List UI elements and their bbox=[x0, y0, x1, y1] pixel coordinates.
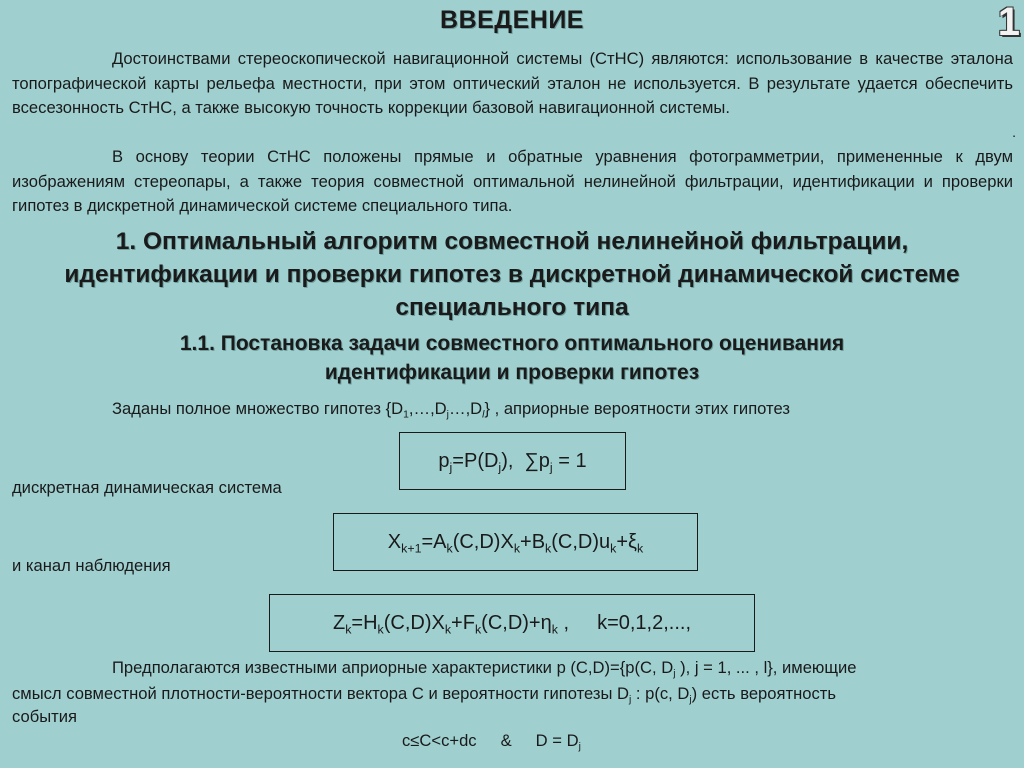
event-and: & bbox=[500, 731, 512, 750]
observation-equation-formula: $Z_k=H_k(C,D)X_k+F_k(C,D)+\eta_k$ , k=0,1,2,..., bbox=[269, 594, 755, 652]
assumption-line-2-end: ) есть вероятность bbox=[691, 684, 837, 703]
event-interval: c≤C<c+dc bbox=[402, 731, 477, 750]
hypotheses-suffix: } , априорные вероятности этих гипотез bbox=[484, 399, 790, 418]
slide-number: 1 bbox=[997, 0, 1020, 44]
assumption-line-3: события bbox=[12, 707, 77, 726]
subsection-heading: 1.1. Постановка задачи совместного оптимального оценивания идентификации и проверки гипотез bbox=[179, 332, 845, 384]
hypotheses-line: Заданы полное множество гипотез $\{D_1,\dots,D_j\dots,D_l\}$ , априорные вероятности этих гипотез bbox=[112, 399, 790, 421]
hypotheses-prefix: Заданы полное множество гипотез {D bbox=[112, 399, 404, 418]
slide-title: ВВЕДЕНИЕ bbox=[440, 6, 584, 34]
assumption-line-2: смысл совместной плотности-вероятности вектора C и вероятности гипотезы $D_j$ : p(c, $D_j$) есть вероятность bbox=[12, 684, 837, 706]
section-heading: 1. Оптимальный алгоритм совместной нелинейной фильтрации, идентификации и проверки гипотез в дискретной динамической системе специального типа bbox=[64, 228, 960, 321]
event-hypothesis: D = D bbox=[535, 731, 579, 750]
channel-label: и канал наблюдения bbox=[12, 556, 171, 575]
assumption-line-1-text: Предполагаются известными априорные характеристики p (C,D)={p(C, D bbox=[112, 658, 674, 677]
assumption-line-1: Предполагаются известными априорные характеристики p (C,D)={p(C, $D_j$ ), j = 1, ... , l}, имеющие bbox=[112, 658, 857, 680]
intro-paragraph-1 bbox=[12, 47, 1013, 121]
event-condition: c≤C<c+dc & $D = D_j$ bbox=[402, 731, 581, 753]
intro-paragraph-2 bbox=[12, 145, 1013, 219]
assumption-line-2-mid: : p(c, D bbox=[631, 684, 690, 703]
system-label: дискретная динамическая система bbox=[12, 478, 282, 497]
intro-paragraph-2-text: В основу теории СтНС положены прямые и обратные уравнения фотограмметрии, примененные к двум изображениям стереопары, а также теория совместной оптимальной нелинейной фильтрации, идентификации и проверки гипотез в дискретной динамической системе специального типа. bbox=[12, 147, 1013, 215]
system-equation-formula: $X_{k+1}=A_k(C,D)X_k+B_k(C,D)u_k+\xi_k$ bbox=[333, 513, 698, 571]
intro-paragraph-1-text: Достоинствами стереоскопической навигационной системы (СтНС) являются: использование в качестве эталона топографической карты рельефа местности, при этом оптический эталон не используется. В результате удается обеспечить всесезонность СтНС, а также высокую точность коррекции базовой навигационной системы. bbox=[12, 49, 1013, 117]
assumption-line-2-text: смысл совместной плотности-вероятности вектора C и вероятности гипотезы D bbox=[12, 684, 629, 703]
assumption-line-1-suffix: ), j = 1, ... , l}, имеющие bbox=[675, 658, 857, 677]
prior-probabilities-formula: $p_j=P(D_j)$, $\sum p_j = 1$ bbox=[399, 432, 626, 490]
stray-dot: . bbox=[1012, 124, 1016, 140]
